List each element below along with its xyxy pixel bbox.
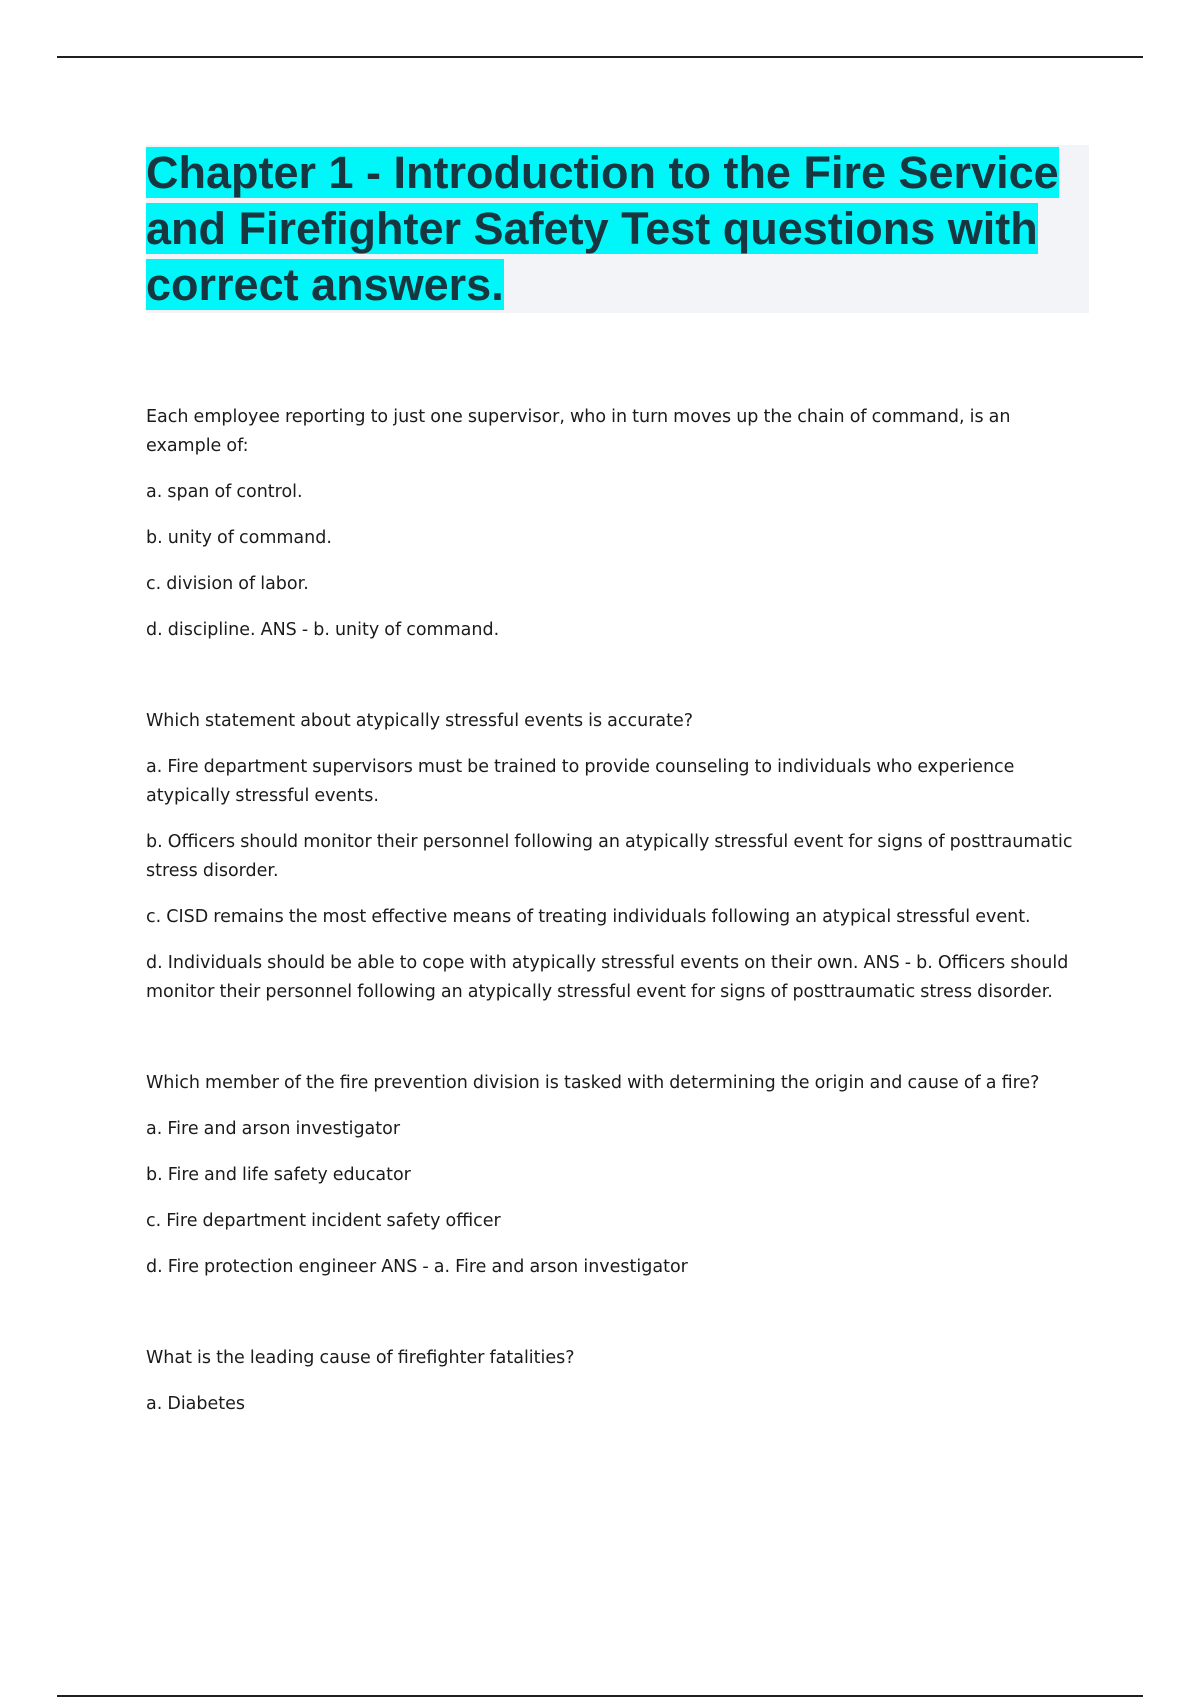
- title-highlight: Chapter 1 - Introduction to the Fire Service and Firefighter Safety Test questions with correct answers.: [146, 147, 1059, 310]
- option-d-with-answer: d. discipline. ANS - b. unity of command.: [146, 620, 500, 640]
- option-c: c. division of labor.: [146, 574, 309, 594]
- question-text: Which statement about atypically stressful events is accurate?: [146, 711, 694, 731]
- header-rule: [57, 56, 1143, 58]
- question-text: Each employee reporting to just one supervisor, who in turn moves up the chain of command, is an example of:: [146, 407, 1011, 456]
- option-a: a. Diabetes: [146, 1394, 246, 1414]
- title-box: [146, 145, 1089, 313]
- option-d-with-answer: d. Fire protection engineer ANS - a. Fire and arson investigator: [146, 1257, 688, 1277]
- option-b: b. unity of command.: [146, 528, 332, 548]
- option-c: c. Fire department incident safety officer: [146, 1211, 501, 1231]
- question-block-1: [146, 403, 1086, 645]
- option-d-with-answer: d. Individuals should be able to cope with atypically stressful events on their own. ANS - b. Officers should monitor their personnel following an atypically stressful event for signs of posttraumatic stress disorder.: [146, 953, 1069, 1002]
- question-list: [146, 403, 1086, 1481]
- question-block-3: [146, 1069, 1086, 1282]
- question-block-4: [146, 1344, 1086, 1419]
- question-block-2: [146, 707, 1086, 1007]
- option-b: b. Fire and life safety educator: [146, 1165, 411, 1185]
- footer-rule: [57, 1695, 1143, 1697]
- option-a: a. Fire and arson investigator: [146, 1119, 401, 1139]
- question-text: Which member of the fire prevention division is tasked with determining the origin and cause of a fire?: [146, 1073, 1040, 1093]
- option-a: a. Fire department supervisors must be trained to provide counseling to individuals who experience atypically stressful events.: [146, 757, 1015, 806]
- option-b: b. Officers should monitor their personnel following an atypically stressful event for signs of posttraumatic stress disorder.: [146, 832, 1073, 881]
- option-c: c. CISD remains the most effective means of treating individuals following an atypical stressful event.: [146, 907, 1031, 927]
- option-a: a. span of control.: [146, 482, 303, 502]
- question-text: What is the leading cause of firefighter fatalities?: [146, 1348, 575, 1368]
- document-title: [146, 145, 1089, 313]
